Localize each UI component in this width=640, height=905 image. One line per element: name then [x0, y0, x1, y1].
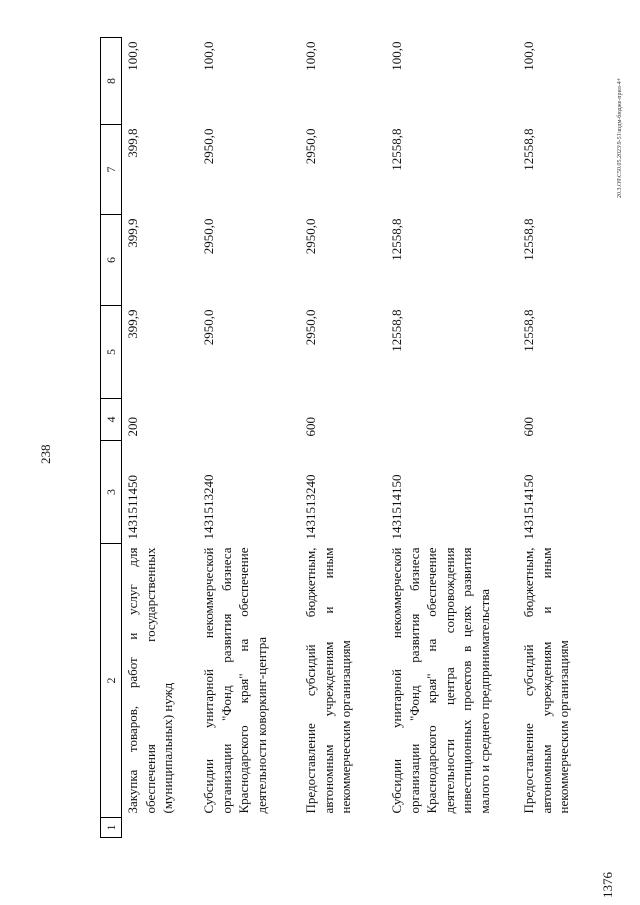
table-row	[386, 38, 518, 838]
budget-table	[100, 37, 600, 838]
row-value-5: 399,9	[125, 309, 140, 339]
row-expense-type: 600	[521, 417, 536, 437]
page-number: 1376	[600, 872, 615, 898]
budget-table-container	[100, 38, 575, 838]
row-name: Предоставление субсидий бюджетным, автономным учреждениям и иным некоммерческим организациям	[303, 547, 353, 814]
row-value-7: 12558,8	[389, 128, 404, 171]
row-value-7: 12558,8	[521, 128, 536, 171]
col-num-4: 4	[101, 399, 122, 441]
col-num-8: 8	[101, 38, 122, 125]
row-code: 1431514150	[389, 474, 404, 540]
table-row	[518, 38, 600, 838]
col-num-3: 3	[101, 441, 122, 544]
row-value-5: 12558,8	[389, 309, 404, 352]
row-value-6: 12558,8	[389, 218, 404, 261]
row-expense-type: 600	[303, 417, 318, 437]
row-value-8: 100,0	[389, 41, 404, 71]
row-expense-type	[198, 399, 300, 441]
column-number-row	[101, 38, 122, 838]
row-value-8: 100,0	[521, 41, 536, 71]
row-value-7: 2950,0	[303, 128, 318, 165]
row-code: 1431513240	[303, 474, 318, 540]
row-value-6: 12558,8	[521, 218, 536, 261]
row-value-7: 399,8	[125, 128, 140, 158]
row-expense-type	[386, 399, 518, 441]
col-num-5: 5	[101, 306, 122, 399]
col-num-7: 7	[101, 125, 122, 215]
row-name: Предоставление субсидий бюджетным, автономным учреждениям и иным некоммерческим организациям	[521, 547, 571, 814]
row-code: 1431514150	[521, 474, 536, 540]
table-row	[198, 38, 300, 838]
row-value-6: 2950,0	[201, 218, 216, 255]
row-value-8: 100,0	[125, 41, 140, 71]
document-code: 20.3.О9\С50.05.2023\9-51\вздм-бюдже-прил-4+	[617, 77, 623, 198]
row-value-5: 12558,8	[521, 309, 536, 352]
row-name: Закупка товаров, работ и услуг для обеспечения государственных (муниципальных) нужд	[125, 547, 175, 814]
col-num-1: 1	[101, 818, 122, 838]
row-code: 1431513240	[201, 474, 216, 540]
row-value-7: 2950,0	[201, 128, 216, 165]
row-name: Субсидии унитарной некоммерческой организации "Фонд развития бизнеса Краснодарского края" на обеспечение деятельности центра сопровождения инвестиционных проектов в целях развития малого и среднего предпринимательства	[389, 547, 492, 814]
row-value-6: 399,9	[125, 218, 140, 248]
table-row	[300, 38, 386, 838]
row-code: 1431511450	[125, 474, 140, 540]
row-name: Субсидии унитарной некоммерческой организации "Фонд развития бизнеса Краснодарского края" на обеспечение деятельности коворкинг-центра	[201, 547, 269, 814]
table-row	[122, 38, 199, 838]
row-index-cell	[122, 818, 199, 838]
row-value-6: 2950,0	[303, 218, 318, 255]
row-value-8: 100,0	[201, 41, 216, 71]
row-index-cell	[518, 818, 600, 838]
page-header-number: 238	[38, 444, 53, 464]
row-index-cell	[386, 818, 518, 838]
row-value-5: 2950,0	[303, 309, 318, 346]
row-index-cell	[198, 818, 300, 838]
row-value-8: 100,0	[303, 41, 318, 71]
col-num-6: 6	[101, 215, 122, 306]
row-index-cell	[300, 818, 386, 838]
row-value-5: 2950,0	[201, 309, 216, 346]
row-expense-type: 200	[125, 417, 140, 437]
col-num-2: 2	[101, 544, 122, 818]
